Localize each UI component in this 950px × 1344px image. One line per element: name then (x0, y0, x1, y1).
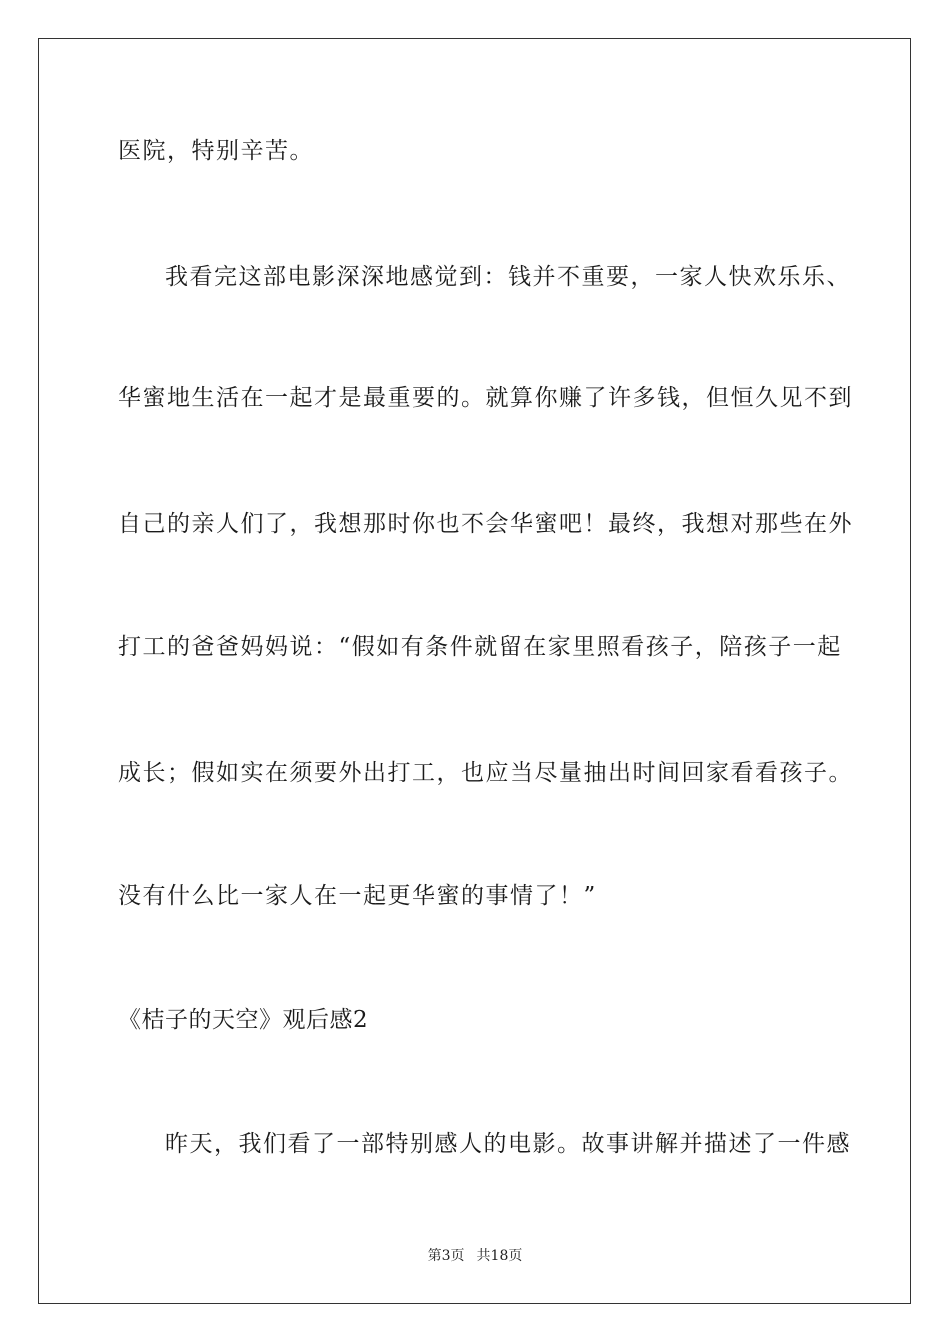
section-title: 《桔子的天空》观后感2 (118, 1007, 369, 1033)
page-footer (0, 1247, 950, 1265)
paragraph-line: 自己的亲人们了，我想那时你也不会华蜜吧！最终，我想对那些在外 (118, 511, 853, 537)
paragraph-line: 打工的爸爸妈妈说：“假如有条件就留在家里照看孩子，陪孩子一起 (118, 634, 842, 660)
paragraph-line: 没有什么比一家人在一起更华蜜的事情了！” (118, 883, 597, 909)
page-total: 共18页 (476, 1248, 523, 1264)
paragraph-line: 华蜜地生活在一起才是最重要的。就算你赚了许多钱，但恒久见不到 (118, 385, 853, 411)
page-number: 第3页 (427, 1248, 465, 1264)
paragraph-line: 成长；假如实在须要外出打工，也应当尽量抽出时间回家看看孩子。 (118, 760, 853, 786)
page-border (38, 38, 911, 1304)
paragraph-line: 昨天，我们看了一部特别感人的电影。故事讲解并描述了一件感 (165, 1131, 851, 1157)
paragraph-line: 我看完这部电影深深地感觉到：钱并不重要，一家人快欢乐乐、 (165, 264, 851, 290)
paragraph-line: 医院，特别辛苦。 (118, 138, 314, 164)
